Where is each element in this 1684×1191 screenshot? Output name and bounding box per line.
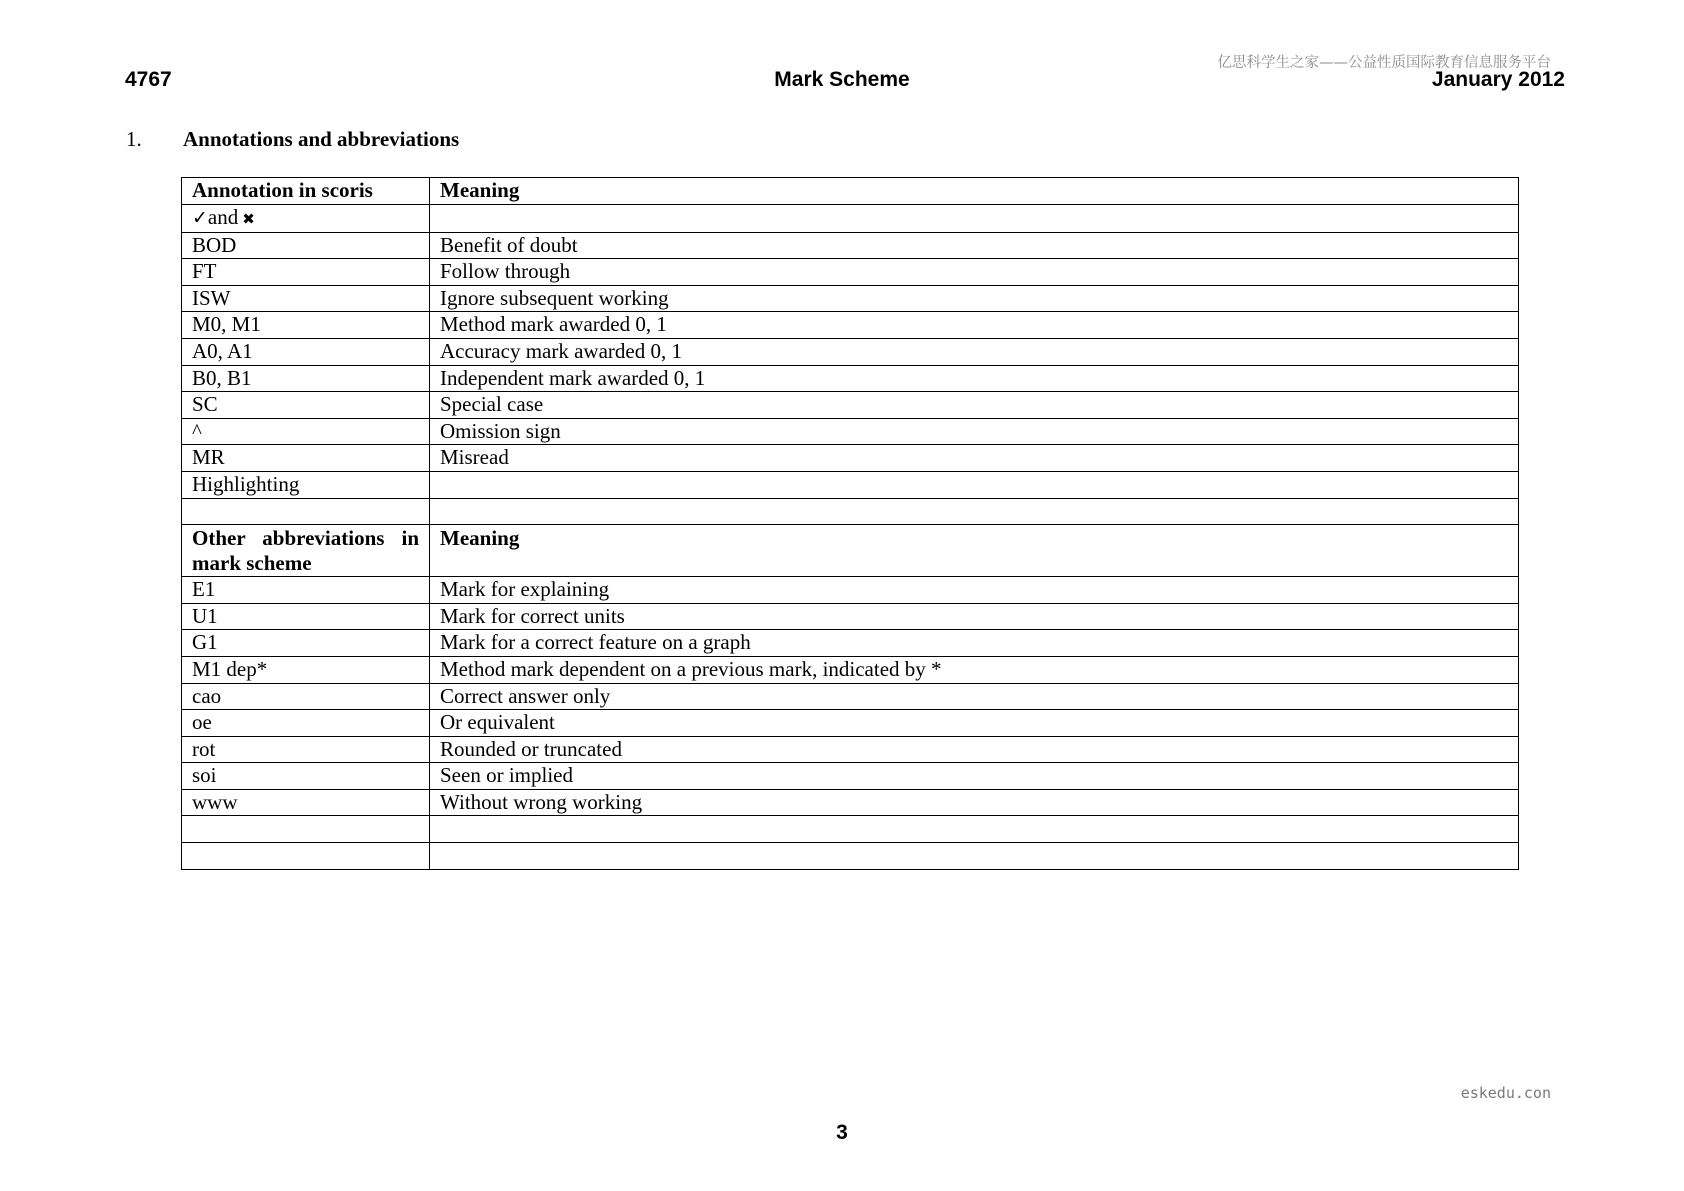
table-row [182, 204, 1519, 232]
table-row [182, 789, 1519, 816]
meaning-cell: Benefit of doubt [430, 232, 1519, 259]
term-cell: G1 [182, 630, 430, 657]
tick-cross-joiner: and [207, 204, 239, 229]
meaning-cell: Rounded or truncated [430, 736, 1519, 763]
meaning-cell: Mark for correct units [430, 603, 1519, 630]
empty-cell [182, 843, 430, 870]
document-date: January 2012 [1431, 68, 1565, 91]
term-cell: FT [182, 259, 430, 286]
header-other-abbreviations [182, 525, 430, 577]
term-cell: ^ [182, 418, 430, 445]
meaning-cell: Method mark awarded 0, 1 [430, 312, 1519, 339]
term-cell: rot [182, 736, 430, 763]
table-row [182, 630, 1519, 657]
meaning-cell: Accuracy mark awarded 0, 1 [430, 338, 1519, 365]
table-row [182, 603, 1519, 630]
document-code: 4767 [125, 68, 172, 91]
meaning-cell: Method mark dependent on a previous mark, indicated by * [430, 656, 1519, 683]
empty-row [182, 843, 1519, 870]
tick-and-cross-cell [182, 204, 430, 232]
term-cell: Highlighting [182, 471, 430, 498]
empty-cell [182, 816, 430, 843]
meaning-cell: Special case [430, 392, 1519, 419]
table-row [182, 312, 1519, 339]
meaning-cell: Seen or implied [430, 763, 1519, 790]
header-meaning: Meaning [430, 525, 1519, 577]
annotations-table [181, 177, 1519, 870]
term-cell: E1 [182, 577, 430, 604]
table-row [182, 392, 1519, 419]
term-cell: ISW [182, 285, 430, 312]
term-cell: SC [182, 392, 430, 419]
table-row [182, 710, 1519, 737]
table-row [182, 445, 1519, 472]
section-number: 1. [126, 127, 142, 151]
term-cell: oe [182, 710, 430, 737]
watermark-bottom: eskedu.con [1460, 1084, 1551, 1102]
empty-cell [430, 498, 1519, 525]
table-row [182, 736, 1519, 763]
empty-row [182, 498, 1519, 525]
table-row [182, 259, 1519, 286]
table-row [182, 418, 1519, 445]
meaning-cell: Or equivalent [430, 710, 1519, 737]
term-cell: MR [182, 445, 430, 472]
header-annotation: Annotation in scoris [182, 178, 430, 205]
table-row [182, 338, 1519, 365]
empty-cell [430, 816, 1519, 843]
cross-mark-icon: ✖ [242, 209, 255, 228]
empty-cell [182, 498, 430, 525]
meaning-cell: Ignore subsequent working [430, 285, 1519, 312]
term-cell: M1 dep* [182, 656, 430, 683]
meaning-cell: Without wrong working [430, 789, 1519, 816]
table-header-row [182, 525, 1519, 577]
meaning-cell: Misread [430, 445, 1519, 472]
term-cell: U1 [182, 603, 430, 630]
table-row [182, 656, 1519, 683]
document-title: Mark Scheme [774, 68, 910, 91]
term-cell: M0, M1 [182, 312, 430, 339]
term-cell: A0, A1 [182, 338, 430, 365]
table-row [182, 683, 1519, 710]
table-header-row [182, 178, 1519, 205]
table-row [182, 471, 1519, 498]
table-row [182, 232, 1519, 259]
header-meaning: Meaning [430, 178, 1519, 205]
header-other-line2: mark scheme [192, 551, 312, 576]
meaning-cell: Mark for explaining [430, 577, 1519, 604]
page-number: 3 [836, 1121, 848, 1144]
section-title: Annotations and abbreviations [183, 127, 460, 151]
meaning-cell: Independent mark awarded 0, 1 [430, 365, 1519, 392]
term-cell: soi [182, 763, 430, 790]
meaning-cell [430, 204, 1519, 232]
check-mark-icon: ✓ [192, 206, 208, 229]
meaning-cell: Mark for a correct feature on a graph [430, 630, 1519, 657]
table-row [182, 365, 1519, 392]
meaning-cell: Follow through [430, 259, 1519, 286]
meaning-cell [430, 471, 1519, 498]
table-row [182, 763, 1519, 790]
meaning-cell: Omission sign [430, 418, 1519, 445]
table-row [182, 577, 1519, 604]
term-cell: www [182, 789, 430, 816]
empty-cell [430, 843, 1519, 870]
term-cell: BOD [182, 232, 430, 259]
table-row [182, 285, 1519, 312]
header-other-line1: Other abbreviations in [192, 526, 419, 551]
term-cell: cao [182, 683, 430, 710]
watermark-top: 亿思科学生之家——公益性质国际教育信息服务平台 [1217, 55, 1551, 71]
meaning-cell: Correct answer only [430, 683, 1519, 710]
empty-row [182, 816, 1519, 843]
term-cell: B0, B1 [182, 365, 430, 392]
